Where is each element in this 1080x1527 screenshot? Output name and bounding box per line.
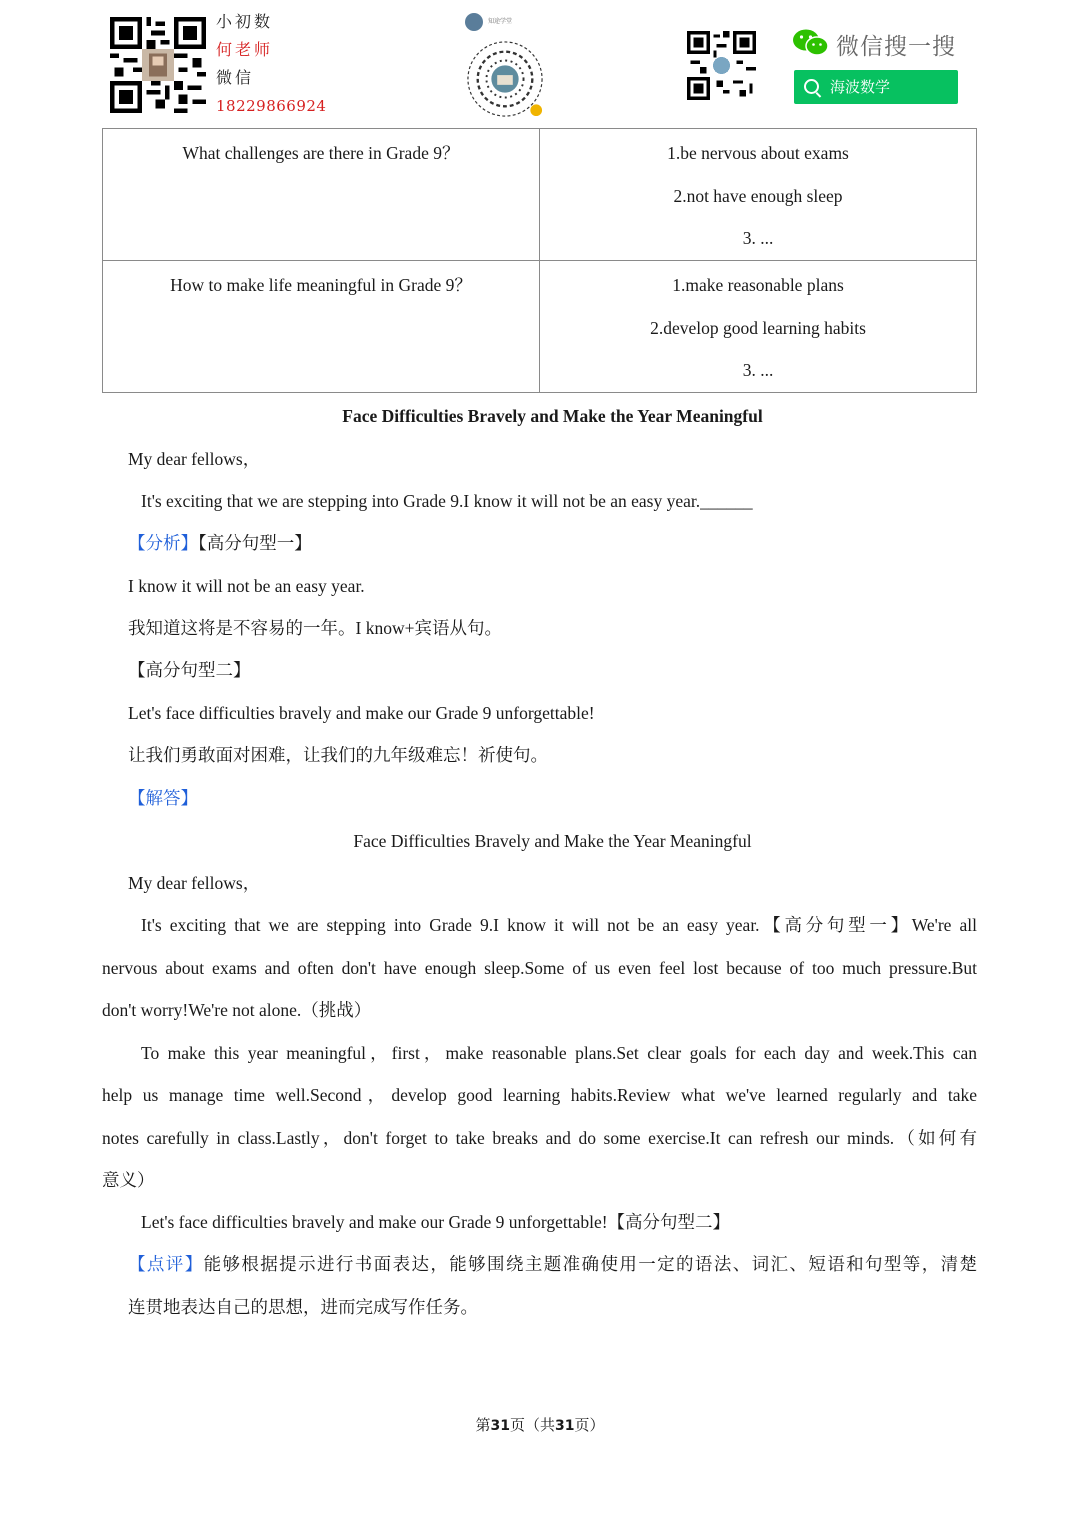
- table-cell-question: [103, 261, 540, 393]
- greeting: My dear fellows，: [128, 449, 261, 469]
- page-number: 31: [490, 1418, 510, 1434]
- table-cell-question: [103, 129, 540, 261]
- paragraph-line: To make this year meaningful，first，make reasonable plans.Set clear goals for each day and week.This can: [141, 1043, 977, 1063]
- paragraph-line: don't worry!We're not alone.（挑战）: [102, 1000, 372, 1020]
- page-footer: [0, 1414, 1080, 1435]
- question-text: What challenges are there in Grade 9？: [182, 143, 460, 163]
- wechat-logo-icon: [792, 28, 830, 58]
- pattern1-sentence: I know it will not be an easy year.: [128, 576, 365, 596]
- phone-number: 18229866924: [216, 97, 327, 115]
- handwritten-contact: [216, 8, 326, 120]
- question-answer-table: [102, 128, 977, 393]
- paragraph-line: It's exciting that we are stepping into Grade 9.I know it will not be an easy year.【高分句型一】We're all: [141, 915, 977, 935]
- answer-item: 3. ...: [742, 228, 774, 248]
- review-text: 能够根据提示进行书面表达，能够围绕主题准确使用一定的语法、词汇、短语和句型等，清楚: [203, 1254, 977, 1274]
- wechat-search-button[interactable]: [794, 70, 958, 104]
- answer-item: 1.make reasonable plans: [672, 275, 844, 295]
- table-row: [103, 261, 977, 393]
- answer-item: 2.not have enough sleep: [673, 185, 843, 206]
- pattern2-sentence: Let's face difficulties bravely and make our Grade 9 unforgettable!: [128, 703, 595, 723]
- review-line: 连贯地表达自己的思想，进而完成写作任务。: [128, 1297, 478, 1317]
- prompt-line: It's exciting that we are stepping into Grade 9.I know it will not be an easy year.______: [141, 491, 753, 511]
- brand-name: 知途学堂: [488, 18, 513, 25]
- footer-text: 页）: [574, 1418, 605, 1434]
- greeting: My dear fellows，: [128, 873, 261, 893]
- review-line: [128, 1252, 977, 1276]
- search-icon: [804, 79, 819, 94]
- analysis-heading: [128, 531, 312, 555]
- table-cell-answers: [540, 261, 977, 393]
- answer-item: 1.be nervous about exams: [667, 143, 849, 163]
- pattern1-explanation: 我知道这将是不容易的一年。I know+宾语从句。: [128, 618, 502, 638]
- review-tag: 【点评】: [128, 1254, 204, 1274]
- table-row: [103, 129, 977, 261]
- paragraph-line: notes carefully in class.Lastly，don't forget to take breaks and do some exercise.It can refresh our minds.（如何有: [102, 1128, 977, 1148]
- paragraph-line: nervous about exams and often don't have enough sleep.Some of us even feel lost because of too much pressure.But: [102, 958, 977, 978]
- analysis-tag: 【分析】: [128, 533, 198, 553]
- wechat-search-label: 海波数学: [830, 78, 891, 96]
- pattern2-explanation: 让我们勇敢面对困难，让我们的九年级难忘！祈使句。: [128, 745, 548, 765]
- page-total: 31: [555, 1418, 575, 1434]
- answer-item: 2.develop good learning habits: [650, 317, 866, 338]
- answer-item: 3. ...: [742, 360, 774, 380]
- essay-title: Face Difficulties Bravely and Make the Year Meaningful: [353, 831, 752, 851]
- table-cell-answers: [540, 129, 977, 261]
- paragraph-line: Let's face difficulties bravely and make our Grade 9 unforgettable!【高分句型二】: [141, 1212, 731, 1232]
- paragraph-line: help us manage time well.Second，develop good learning habits.Review what we've learned regularly and take: [102, 1085, 977, 1105]
- qr-code-right: [687, 31, 756, 100]
- paragraph-line: 意义）: [102, 1170, 155, 1190]
- qr-code-miniprogram: [466, 40, 544, 118]
- handwriting-line: 微信: [216, 68, 255, 87]
- handwriting-line: 何老师: [216, 40, 274, 59]
- handwriting-line: 小初数: [216, 12, 274, 31]
- wechat-search-title: 微信搜一搜: [836, 34, 956, 60]
- pattern2-tag: 【高分句型二】: [128, 660, 251, 680]
- pattern-tag: 【高分句型一】: [198, 533, 312, 553]
- footer-text: 页（共: [509, 1418, 555, 1434]
- brand-avatar-icon: [465, 13, 483, 31]
- answer-tag: 【解答】: [128, 788, 198, 808]
- page-header: [0, 0, 1080, 125]
- essay-title-bold: Face Difficulties Bravely and Make the Year Meaningful: [342, 406, 763, 426]
- question-text: How to make life meaningful in Grade 9？: [170, 275, 472, 295]
- qr-code-left: [110, 17, 206, 113]
- footer-text: 第: [475, 1418, 491, 1434]
